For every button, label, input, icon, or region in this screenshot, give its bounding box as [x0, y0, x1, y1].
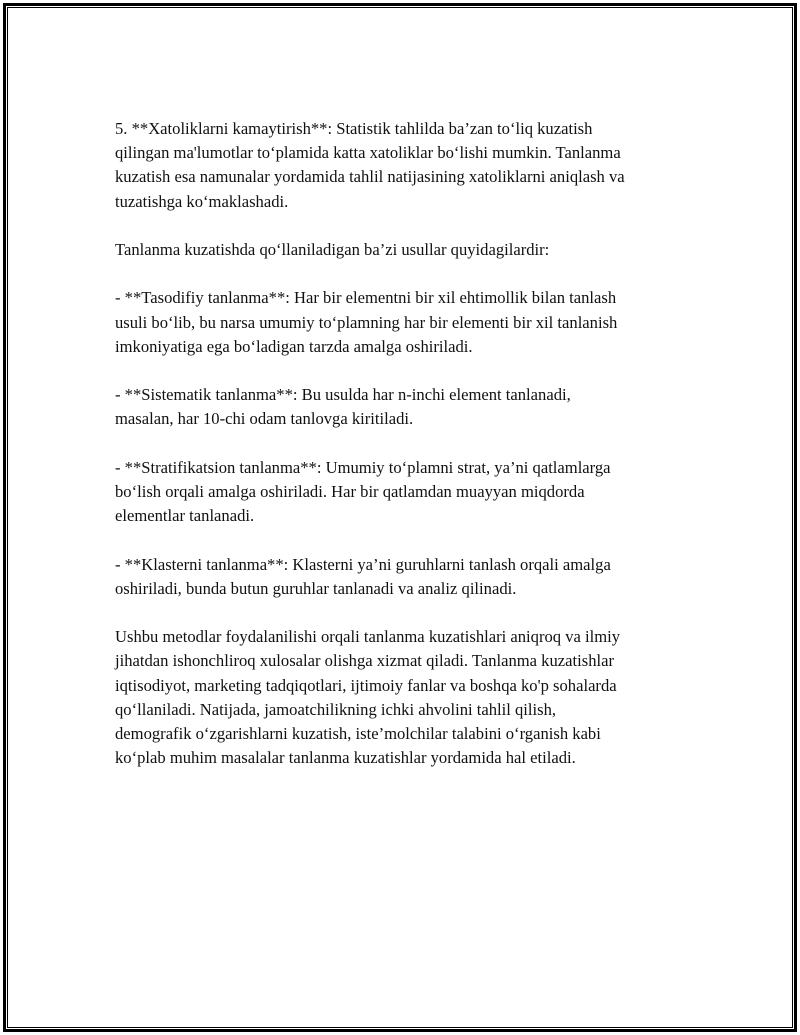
text-line: Tanlanma kuzatishda qo‘llaniladigan ba’zi usullar quyidagilardir:: [115, 240, 550, 259]
text-line: - **Stratifikatsion tanlanma**: Umumiy to‘plamni strat, ya’ni qatlamlarga: [115, 457, 611, 477]
text-line: 5. **Xatoliklarni kamaytirish**: Statistik tahlilda ba’zan to‘liq kuzatish: [115, 119, 593, 138]
text-line: tuzatishga ko‘maklashadi.: [115, 191, 289, 211]
text-line: qilingan ma'lumotlar to‘plamida katta xatoliklar bo‘lishi mumkin. Tanlanma: [115, 143, 621, 163]
paragraph-methods-intro: [115, 238, 675, 262]
text-line: - **Tasodifiy tanlanma**: Har bir elementni bir xil ehtimollik bilan tanlash: [115, 288, 617, 308]
text-line: iqtisodiyot, marketing tadqiqotlari, ijtimoiy fanlar va boshqa ko'p sohalarda: [115, 675, 617, 695]
text-line: - **Klasterni tanlanma**: Klasterni ya’ni guruhlarni tanlash orqali amalga: [115, 554, 611, 574]
text-line: Ushbu metodlar foydalanilishi orqali tanlanma kuzatishlari aniqroq va ilmiy: [115, 627, 621, 647]
text-line: bo‘lish orqali amalga oshiriladi. Har bir qatlamdan muayyan miqdorda: [115, 481, 585, 501]
text-line: jihatdan ishonchliroq xulosalar olishga xizmat qiladi. Tanlanma kuzatishlar: [115, 651, 614, 671]
text-line: masalan, har 10-chi odam tanlovga kiritiladi.: [115, 409, 414, 429]
text-line: demografik o‘zgarishlarni kuzatish, iste’molchilar talabini o‘rganish kabi: [115, 723, 601, 743]
text-line: imkoniyatiga ega bo‘ladigan tarzda amalga oshiriladi.: [115, 336, 473, 356]
text-line: elementlar tanlanadi.: [115, 506, 255, 526]
text-line: - **Sistematik tanlanma**: Bu usulda har n-inchi element tanlanadi,: [115, 385, 571, 405]
paragraph-conclusion: [115, 625, 675, 770]
paragraph-systematic-sampling: [115, 383, 675, 431]
paragraph-random-sampling: [115, 286, 675, 359]
paragraph-cluster-sampling: [115, 553, 675, 601]
text-line: qo‘llaniladi. Natijada, jamoatchilikning ichki ahvolini tahlil qilish,: [115, 699, 557, 719]
text-line: kuzatish esa namunalar yordamida tahlil natijasining xatoliklarni aniqlash va: [115, 167, 625, 187]
paragraph-stratified-sampling: [115, 456, 675, 529]
paragraph-error-reduction: [115, 117, 675, 214]
text-line: ko‘plab muhim masalalar tanlanma kuzatishlar yordamida hal etiladi.: [115, 748, 576, 768]
document-body: [115, 117, 675, 795]
text-line: oshiriladi, bunda butun guruhlar tanlanadi va analiz qilinadi.: [115, 578, 517, 598]
text-line: usuli bo‘lib, bu narsa umumiy to‘plamning har bir elementi bir xil tanlanish: [115, 312, 618, 332]
